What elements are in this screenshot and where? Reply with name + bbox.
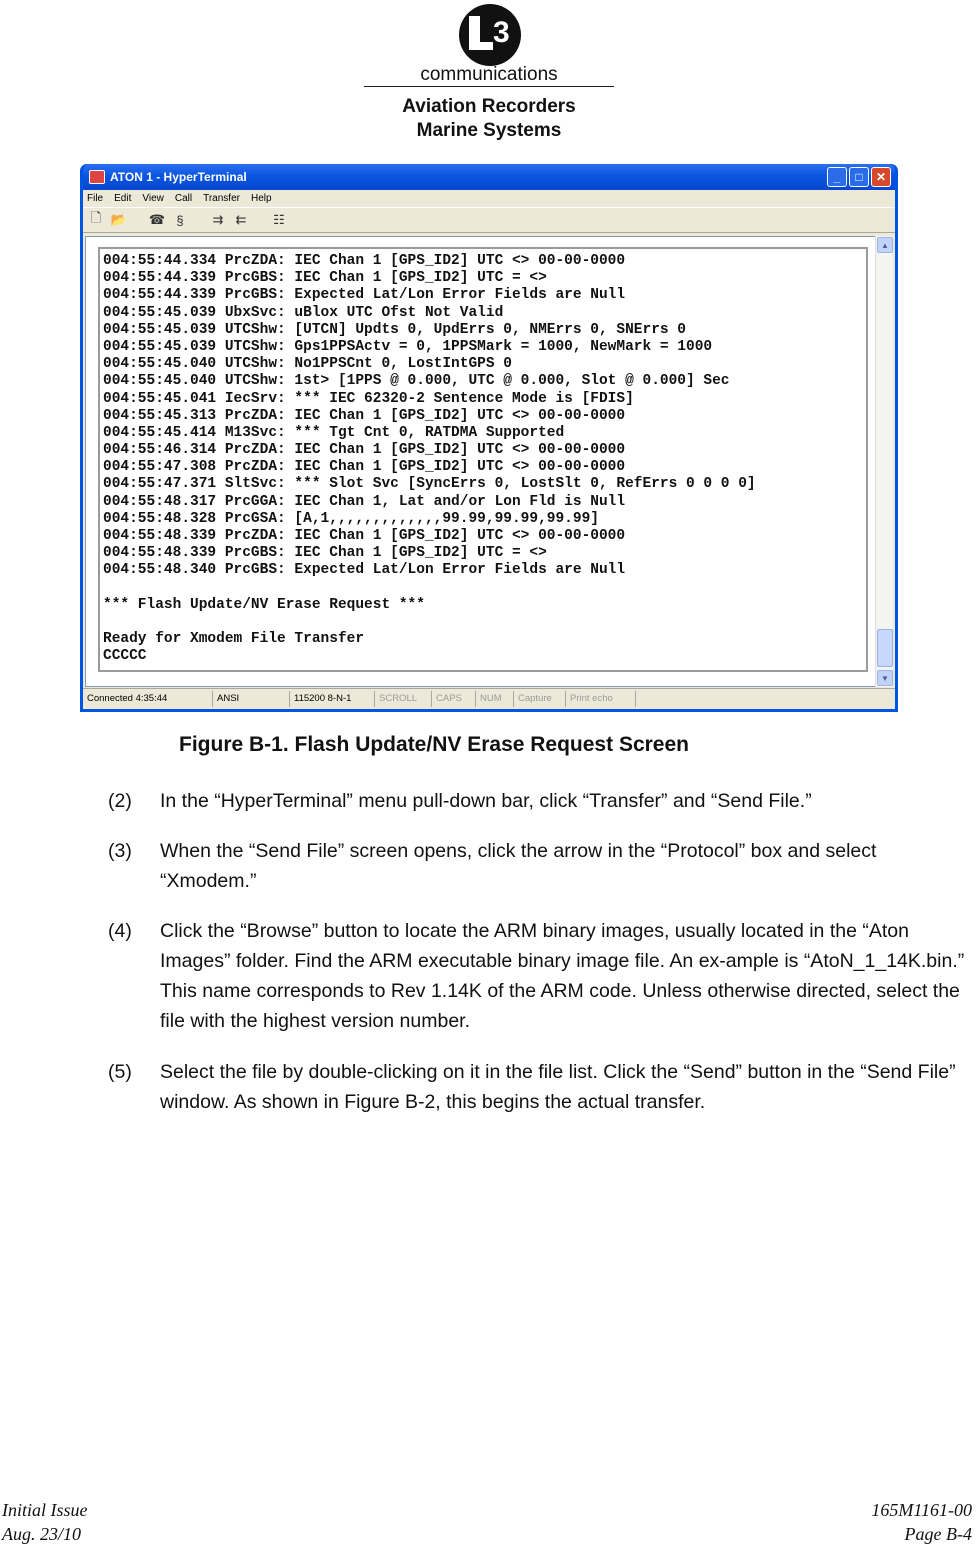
terminal-line: 004:55:44.339 PrcGBS: IEC Chan 1 [GPS_ID2] UTC = <> (103, 270, 547, 287)
step-number: (4) (108, 920, 132, 942)
svg-text:3: 3 (493, 16, 510, 49)
step-text: In the “HyperTerminal” menu pull-down bar, click “Transfer” and “Send File.” (160, 790, 812, 812)
phone-icon[interactable]: ☎ (148, 212, 166, 227)
menu-help[interactable]: Help (250, 193, 272, 204)
hyperterminal-window (80, 164, 898, 712)
disconnect-icon[interactable]: § (176, 212, 184, 228)
status-caps: CAPS (432, 691, 476, 707)
menu-file[interactable]: File (87, 193, 104, 204)
terminal-output (100, 249, 866, 666)
step-text: Click the “Browse” button to locate the ARM binary images, usually located in the “Aton Images” folder. Find the ARM executable binary image file. An ex-ample is “AtoN_1_14K.bin.” This name corresponds to Rev 1.14K of the ARM code. Unless otherwise directed, select the file with the highest version number. (160, 920, 965, 1032)
terminal-area[interactable] (85, 236, 876, 687)
figure-caption: Figure B-1. Flash Update/NV Erase Request Screen (179, 733, 689, 756)
new-icon[interactable]: 🗋 (90, 210, 102, 225)
terminal-line: 004:55:48.339 PrcGBS: IEC Chan 1 [GPS_ID2] UTC = <> (103, 545, 547, 562)
terminal-line: 004:55:45.313 PrcZDA: IEC Chan 1 [GPS_ID2] UTC <> 00-00-0000 (103, 407, 626, 424)
terminal-line: 004:55:45.041 IecSrv: *** IEC 62320-2 Sentence Mode is [FDIS] (103, 390, 634, 407)
terminal-line (103, 614, 862, 631)
status-bar (83, 688, 895, 709)
terminal-line: 004:55:45.414 M13Svc: *** Tgt Cnt 0, RATDMA Supported (103, 424, 565, 441)
terminal-line: 004:55:45.039 UTCShw: [UTCN] Updts 0, UpdErrs 0, NMErrs 0, SNErrs 0 (103, 321, 686, 338)
maximize-button[interactable]: □ (849, 167, 869, 187)
receive-icon[interactable]: ⇇ (235, 212, 247, 227)
terminal-line: 004:55:45.040 UTCShw: No1PPSCnt 0, LostIntGPS 0 (103, 356, 512, 373)
terminal-line: 004:55:45.040 UTCShw: 1st> [1PPS @ 0.000, UTC @ 0.000, Slot @ 0.000] Sec (103, 373, 730, 390)
close-button[interactable]: ✕ (871, 167, 891, 187)
vertical-scrollbar[interactable] (875, 236, 893, 687)
terminal-line: 004:55:44.339 PrcGBS: Expected Lat/Lon Error Fields are Null (103, 287, 626, 304)
terminal-line: 004:55:45.039 UTCShw: Gps1PPSActv = 0, 1PPSMark = 1000, NewMark = 1000 (103, 338, 713, 355)
status-emulation: ANSI (213, 691, 290, 707)
status-capture: Capture (514, 691, 566, 707)
terminal-line: 004:55:45.039 UbxSvc: uBlox UTC Ofst Not Valid (103, 304, 504, 321)
step-text: When the “Send File” screen opens, click the arrow in the “Protocol” box and select “Xmodem.” (160, 840, 877, 892)
status-connected: Connected 4:35:44 (83, 691, 213, 707)
properties-icon[interactable]: ☷ (273, 212, 285, 227)
terminal-line: *** Flash Update/NV Erase Request *** (103, 596, 425, 613)
footer-page-number: Page B-4 (904, 1524, 972, 1544)
scroll-thumb[interactable] (877, 629, 893, 667)
header-rule (364, 86, 614, 87)
terminal-line (103, 580, 862, 597)
terminal-line: 004:55:46.314 PrcZDA: IEC Chan 1 [GPS_ID2] UTC <> 00-00-0000 (103, 442, 626, 459)
step-number: (3) (108, 840, 132, 862)
terminal-line: 004:55:48.328 PrcGSA: [A,1,,,,,,,,,,,,,99.99,99.99,99.99] (103, 510, 599, 527)
footer-issue: Initial Issue (2, 1500, 88, 1520)
scroll-up-icon[interactable]: ▲ (877, 237, 893, 253)
terminal-line: 004:55:47.308 PrcZDA: IEC Chan 1 [GPS_ID2] UTC <> 00-00-0000 (103, 459, 626, 476)
header-line-2: Marine Systems (416, 120, 562, 141)
terminal-line: CCCCC (103, 648, 147, 665)
menu-bar (83, 190, 895, 207)
logo-wordmark: communications (420, 64, 558, 85)
footer-doc-number: 165M1161-00 (871, 1500, 972, 1520)
open-icon[interactable]: 📂 (110, 212, 128, 227)
minimize-button[interactable]: _ (827, 167, 847, 187)
status-print-echo: Print echo (566, 691, 636, 707)
send-icon[interactable]: ⇉ (212, 212, 224, 227)
terminal-line: 004:55:44.334 PrcZDA: IEC Chan 1 [GPS_ID2] UTC <> 00-00-0000 (103, 253, 626, 269)
menu-view[interactable]: View (142, 193, 164, 204)
terminal-line: 004:55:48.340 PrcGBS: Expected Lat/Lon Error Fields are Null (103, 562, 626, 579)
header-line-1: Aviation Recorders (402, 96, 576, 117)
menu-edit[interactable]: Edit (114, 193, 132, 204)
step-text: Select the file by double-clicking on it in the file list. Click the “Send” button in the “Send File” window. As shown in Figure B-2, this begins the actual transfer. (160, 1061, 956, 1113)
status-scroll: SCROLL (375, 691, 432, 707)
terminal-line: Ready for Xmodem File Transfer (103, 631, 365, 648)
toolbar (83, 207, 895, 233)
status-num: NUM (476, 691, 514, 707)
terminal-line: 004:55:47.371 SltSvc: *** Slot Svc [SyncErrs 0, LostSlt 0, RefErrs 0 0 0 0] (103, 476, 756, 493)
title-bar[interactable] (83, 164, 895, 190)
menu-call[interactable]: Call (174, 193, 193, 204)
hyperterminal-icon (89, 170, 105, 184)
l3-logo (455, 2, 525, 68)
terminal-line: 004:55:48.317 PrcGGA: IEC Chan 1, Lat and/or Lon Fld is Null (103, 493, 626, 510)
step-number: (5) (108, 1061, 132, 1083)
menu-transfer[interactable]: Transfer (203, 193, 240, 204)
footer-date: Aug. 23/10 (2, 1524, 81, 1544)
window-title: ATON 1 - HyperTerminal (110, 170, 247, 184)
scroll-down-icon[interactable]: ▼ (877, 670, 893, 686)
step-number: (2) (108, 790, 132, 812)
status-settings: 115200 8-N-1 (290, 691, 375, 707)
terminal-line: 004:55:48.339 PrcZDA: IEC Chan 1 [GPS_ID2] UTC <> 00-00-0000 (103, 528, 626, 544)
